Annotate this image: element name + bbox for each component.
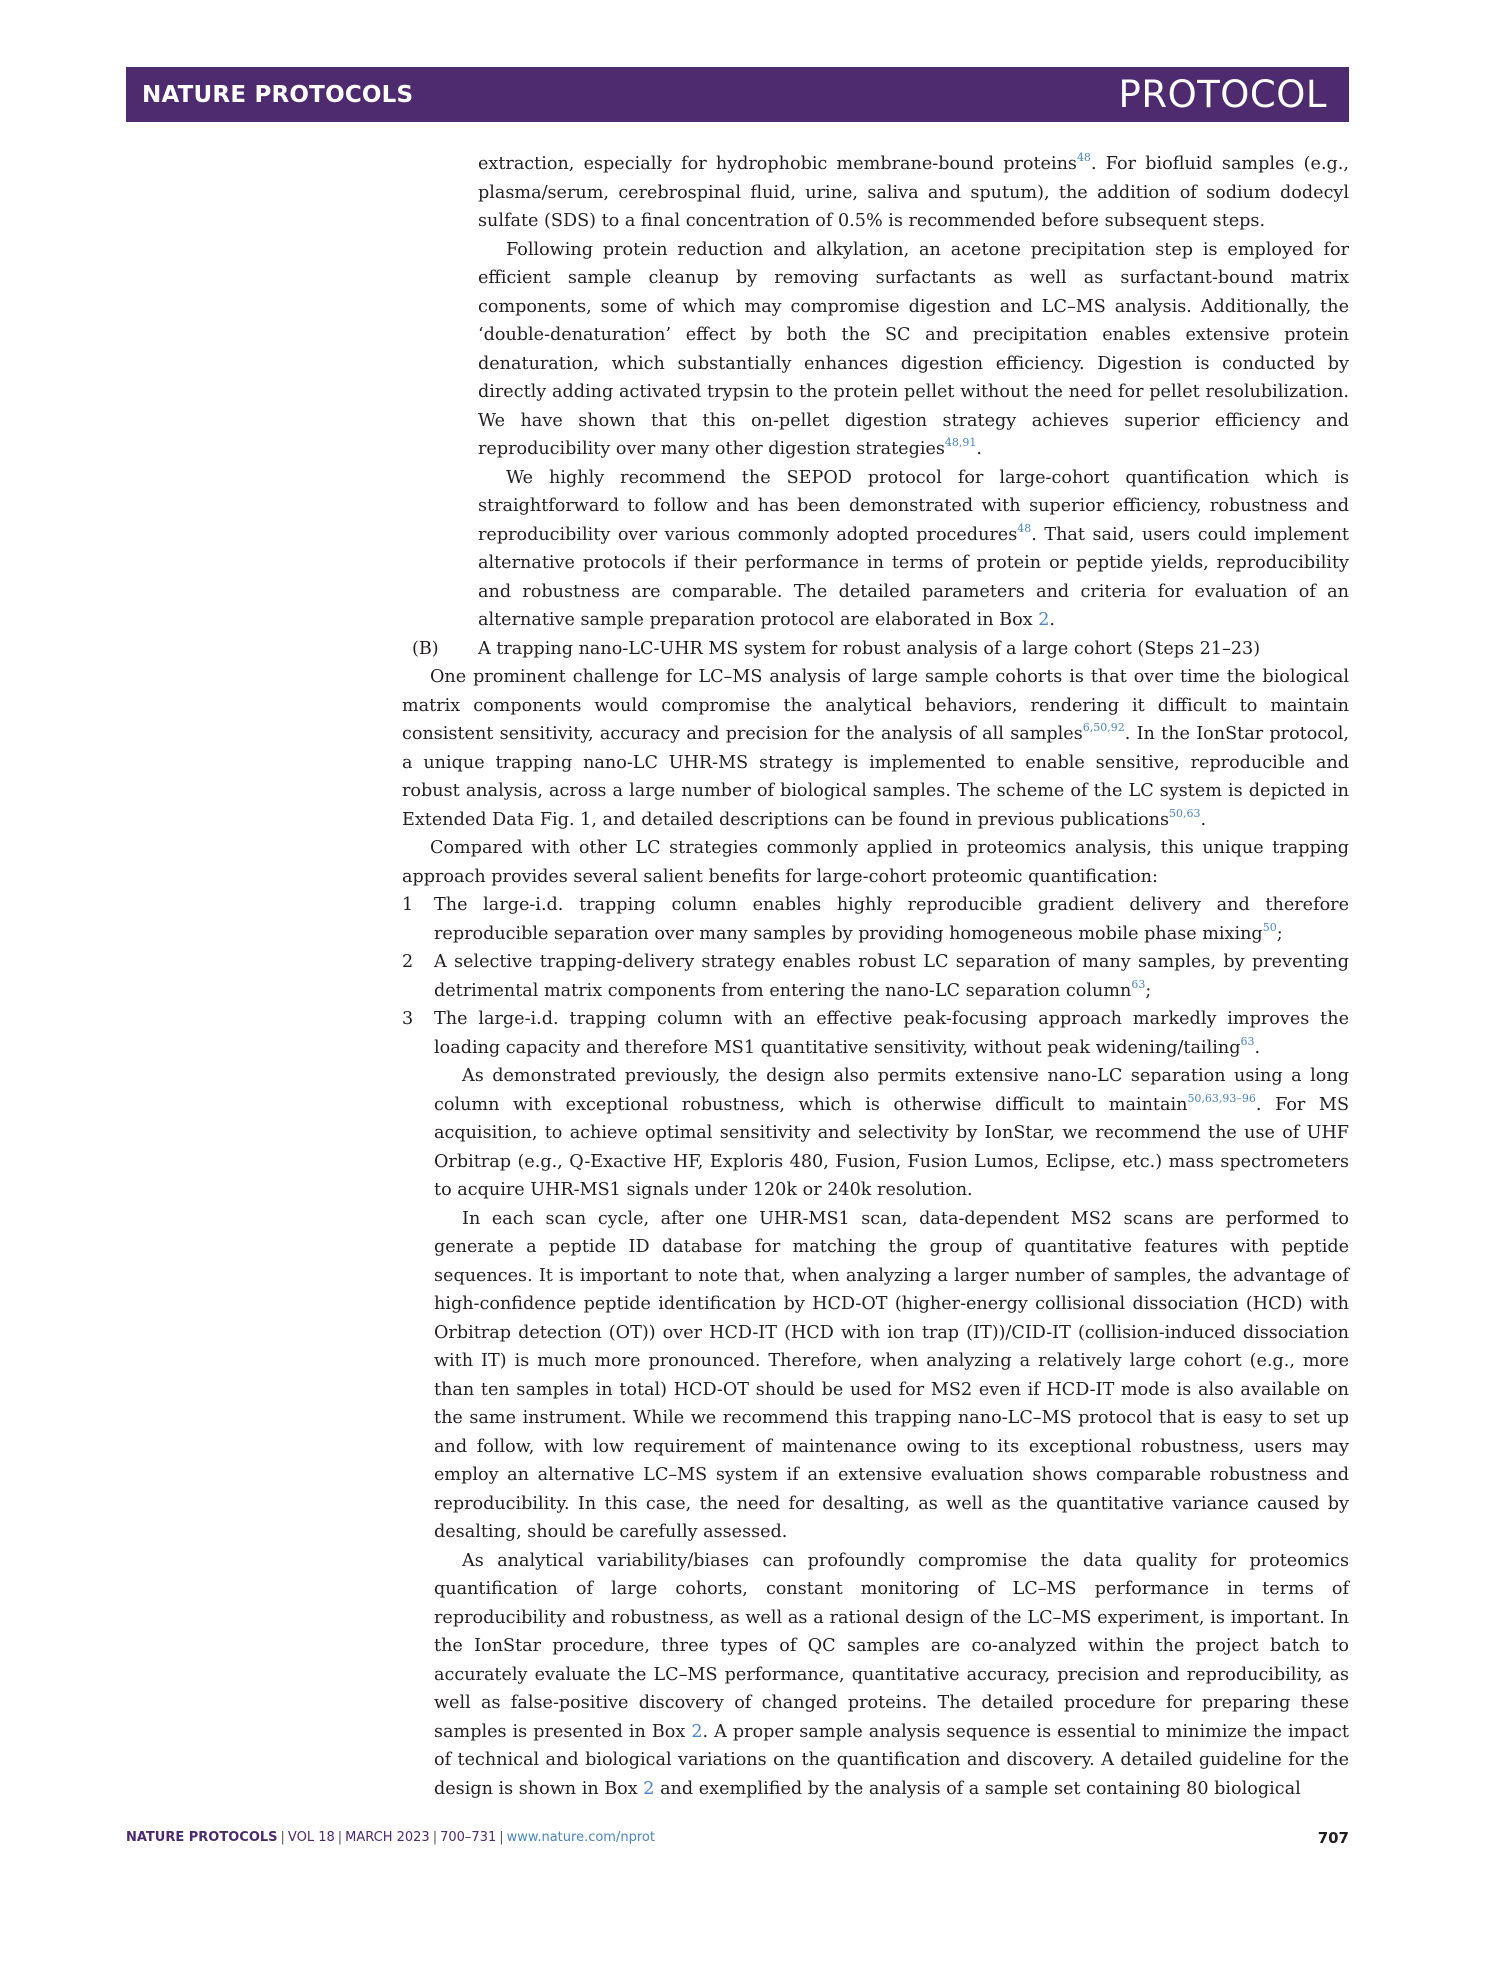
paragraph-acetone-precipitation: Following protein reduction and alkylation, an acetone precipitation step is employed for efficient sample cleanup by removing surfactants as well as surfactant-bound matrix components, some of which may compromise digestion and LC–MS analysis. Additionally, the ‘double-denaturation’ effect by both the SC and precipitation enables extensive protein denaturation, which substantially enhances digestion efficiency. Digestion is conducted by directly adding activated trypsin to the protein pellet without the need for pellet resolubilization. We have shown that this on-pellet digestion strategy achieves superior efficiency and reproducibility over many other digestion strategies$^{48,91}$. <box>478 239 1349 459</box>
list-number: 1 <box>402 895 414 915</box>
footer-date: MARCH 2023 <box>345 1830 430 1845</box>
citation-link[interactable]: 50,63,93–96 <box>1187 1091 1256 1105</box>
box-link[interactable]: 2 <box>643 1778 655 1799</box>
citation-link[interactable]: 48,91 <box>944 436 977 449</box>
page-header <box>126 67 1349 122</box>
citation-link[interactable]: 48 <box>1017 521 1032 535</box>
paragraph-scan-cycle: In each scan cycle, after one UHR-MS1 scan, data-dependent MS2 scans are performed to generate a peptide ID database for matching the group of quantitative features with peptide sequences. It is important to note that, when analyzing a larger number of samples, the advantage of high-confidence peptide identification by HCD-OT (higher-energy collisional dissociation (HCD) with Orbitrap detection (OT)) over HCD-IT (HCD with ion trap (IT))/CID-IT (collision-induced dissociation with IT) is much more pronounced. Therefore, when analyzing a relatively large cohort (e.g., more than ten samples in total) HCD-OT should be used for MS2 even if HCD-IT mode is also available on the same instrument. While we recommend this trapping nano-LC–MS protocol that is easy to set up and follow, with low requirement of maintenance owing to its exceptional robustness, users may employ an alternative LC–MS system if an extensive evaluation shows comparable robustness and reproducibility. In this case, the need for desalting, as well as the quantitative variance caused by desalting, should be carefully assessed. <box>434 1208 1349 1542</box>
list-item: 1 The large-i.d. trapping column enables highly reproducible gradient delivery and therefore reproducible separation over many samples by providing homogeneous mobile phase mixing$^{50}$; <box>402 891 1349 948</box>
list-number: 3 <box>402 1009 414 1029</box>
paragraph-nano-lc-design: As demonstrated previously, the design also permits extensive nano-LC separation using a long column with exceptional robustness, which is otherwise difficult to maintain$^{50,63,93-96}$. For MS acquisition, to achieve optimal sensitivity and selectivity by IonStar, we recommend the use of UHF Orbitrap (e.g., Q-Exactive HF, Exploris 480, Fusion, Fusion Lumos, Eclipse, etc.) mass spectrometers to acquire UHR-MS1 signals under 120k or 240k resolution. <box>434 1066 1349 1200</box>
footer-volume: VOL 18 <box>287 1830 335 1845</box>
section-heading-b <box>412 635 1349 664</box>
footer-url-link[interactable]: www.nature.com/nprot <box>506 1830 655 1845</box>
footer-journal: NATURE PROTOCOLS <box>126 1830 278 1845</box>
page-number: 707 <box>1317 1829 1349 1847</box>
citation-link[interactable]: 48 <box>1076 151 1091 164</box>
footer-pages: 700–731 <box>440 1830 497 1845</box>
footer-citation: NATURE PROTOCOLS | VOL 18 | MARCH 2023 | 700–731 | www.nature.com/nprot <box>126 1830 655 1845</box>
citation-link[interactable]: 50,63 <box>1169 806 1201 820</box>
paragraph-extraction: extraction, especially for hydrophobic membrane-bound proteins$^{48}$. For biofluid samples (e.g., plasma/serum, cerebrospinal fluid, urine, saliva and sputum), the addition of sodium dodecyl sulfate (SDS) to a final concentration of 0.5% is recommended before subsequent steps. <box>478 151 1349 231</box>
paragraph-qc-monitoring: As analytical variability/biases can profoundly compromise the data quality for proteomics quantification of large cohorts, constant monitoring of LC–MS performance in terms of reproducibility and robustness, as well as a rational design of the LC–MS experiment, is important. In the IonStar procedure, three types of QC samples are co-analyzed within the project batch to accurately evaluate the LC–MS performance, quantitative accuracy, precision and reproducibility, as well as false-positive discovery of changed proteins. The detailed procedure for preparing these samples is presented in Box 2. A proper sample analysis sequence is essential to minimize the impact of technical and biological variations on the quantification and discovery. A detailed guideline for the design is shown in Box 2 and exemplified by the analysis of a sample set containing 80 biological <box>434 1550 1349 1799</box>
section-title: A trapping nano-LC-UHR MS system for robust analysis of a large cohort (Steps 21–23) <box>478 638 1261 659</box>
paragraph-lc-challenge: One prominent challenge for LC–MS analysis of large sample cohorts is that over time the biological matrix components would compromise the analytical behaviors, rendering it difficult to maintain consistent sensitivity, accuracy and precision for the analysis of all samples$^{6,50,92}$. In the IonStar protocol, a unique trapping nano-LC UHR-MS strategy is implemented to enable sensitive, reproducible and robust analysis, across a large number of biological samples. The scheme of the LC system is depicted in Extended Data Fig. 1, and detailed descriptions can be found in previous publications$^{50,63}$. <box>402 667 1349 830</box>
article-body <box>0 150 1489 1803</box>
paragraph-sepod-recommendation: We highly recommend the SEPOD protocol for large-cohort quantification which is straightforward to follow and has been demonstrated with superior efficiency, robustness and reproducibility over various commonly adopted procedures$^{48}$. That said, users could implement alternative protocols if their performance in terms of protein or peptide yields, reproducibility and robustness are comparable. The detailed parameters and criteria for evaluation of an alternative sample preparation protocol are elaborated in Box 2. <box>478 467 1349 630</box>
citation-link[interactable]: 50 <box>1262 920 1277 934</box>
list-item: 3 The large-i.d. trapping column with an effective peak-focusing approach markedly improves the loading capacity and therefore MS1 quantitative sensitivity, without peak widening/tailing$^{63}$. <box>402 1005 1349 1062</box>
box-link[interactable]: 2 <box>691 1721 703 1742</box>
citation-link[interactable]: 6,50,92 <box>1082 721 1125 734</box>
citation-link[interactable]: 63 <box>1240 1034 1255 1048</box>
section-marker: (B) <box>412 638 439 659</box>
paragraph-benefits-intro: Compared with other LC strategies commonly applied in proteomics analysis, this unique trapping approach provides several salient benefits for large-cohort proteomic quantification: <box>402 838 1349 887</box>
page-footer <box>126 1830 1349 1854</box>
citation-link[interactable]: 63 <box>1131 977 1146 991</box>
list-item: 2 A selective trapping-delivery strategy enables robust LC separation of many samples, by preventing detrimental matrix components from entering the nano-LC separation column$^{63}$; <box>402 948 1349 1005</box>
box-link[interactable]: 2 <box>1038 610 1050 630</box>
journal-name: NATURE PROTOCOLS <box>142 81 414 108</box>
article-type: PROTOCOL <box>1118 73 1327 116</box>
list-number: 2 <box>402 952 414 972</box>
